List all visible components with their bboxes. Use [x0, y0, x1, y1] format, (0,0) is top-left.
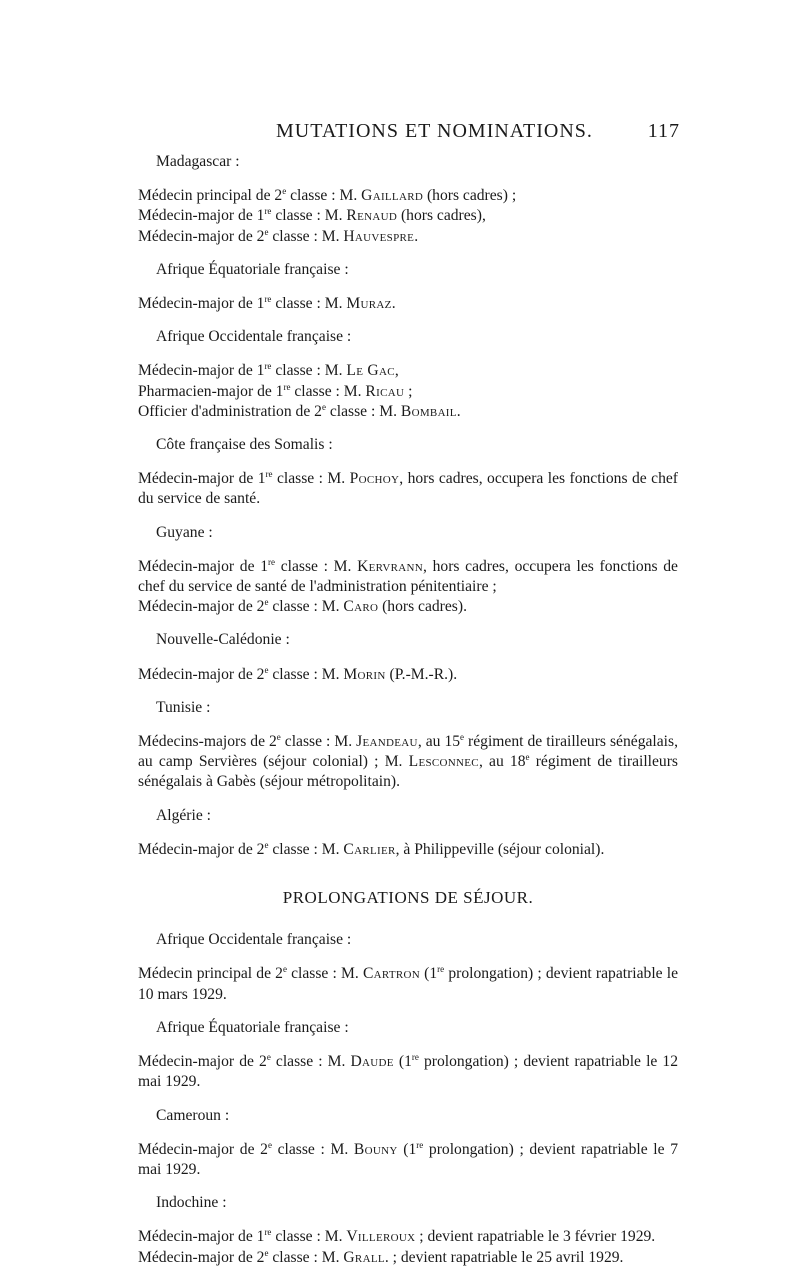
region-block: [138, 327, 678, 422]
entry-text: (1: [397, 1140, 417, 1158]
region-block: [138, 630, 678, 684]
appointment-entry: [138, 840, 678, 860]
ordinal-suffix: e: [460, 731, 465, 742]
entry-text: (hors cadres) ;: [423, 187, 517, 205]
prolongations-section: [138, 930, 678, 1267]
person-name: Carlier: [343, 840, 396, 858]
ordinal-suffix: re: [264, 361, 272, 372]
entry-text: classe : M.: [275, 557, 358, 575]
ordinal-suffix: re: [283, 381, 291, 392]
entry-text: classe : M.: [325, 402, 401, 420]
appointment-entry: [138, 1227, 678, 1247]
appointment-entry: [138, 382, 678, 402]
entry-text: classe : M.: [286, 187, 362, 205]
person-name: Cartron: [362, 965, 421, 983]
person-name: Pochoy: [349, 470, 400, 488]
appointment-entry: [138, 964, 678, 1004]
page-number: 117: [647, 120, 680, 142]
ordinal-suffix: e: [264, 597, 269, 608]
region-block: [138, 1018, 678, 1093]
entry-text: classe : M.: [268, 1248, 344, 1266]
entry-text: classe : M.: [286, 965, 363, 983]
entry-text: Médecin-major de 2: [138, 598, 265, 616]
entry-text: . ; devient rapatriable le 25 avril 1929.: [384, 1248, 624, 1266]
entry-text: Pharmacien-major de 1: [138, 382, 284, 400]
region-heading: Nouvelle-Calédonie :: [156, 631, 290, 649]
person-name: Caro: [343, 598, 379, 616]
entry-text: Médecin-major de 1: [138, 470, 266, 488]
person-name: Villeroux: [346, 1228, 416, 1246]
page-body: [138, 152, 678, 1281]
region-heading: Tunisie :: [156, 698, 211, 716]
ordinal-suffix: re: [411, 1051, 419, 1062]
region-heading: Indochine :: [156, 1194, 227, 1212]
entry-text: prolongation) ; devient rapatriable le 7 mai 1929.: [138, 1140, 679, 1178]
region-heading: Guyane :: [156, 523, 213, 541]
person-name: Ricau: [365, 382, 405, 400]
entry-text: régiment de tirailleurs sénégalais à Gabès (séjour métropolitain).: [138, 753, 678, 791]
appointment-entry: [138, 1140, 678, 1180]
ordinal-suffix: re: [264, 1227, 272, 1238]
appointment-entry: [138, 1052, 678, 1092]
entry-text: (1: [420, 965, 438, 983]
person-name: Le Gac: [346, 362, 395, 380]
region-heading: Afrique Équatoriale française :: [156, 260, 349, 278]
entry-text: classe : M.: [268, 227, 344, 245]
entry-text: , au 15: [417, 733, 461, 751]
entry-text: Médecin-major de 2: [138, 665, 265, 683]
entry-text: Médecin-major de 2: [138, 1140, 268, 1158]
entry-text: Médecin principal de 2: [138, 965, 283, 983]
entry-text: Médecin-major de 1: [138, 362, 265, 380]
appointment-entry: [138, 294, 678, 314]
region-heading: Madagascar :: [156, 153, 240, 170]
appointment-entry: [138, 402, 678, 422]
entry-text: Médecins-majors de 2: [138, 733, 277, 751]
region-heading: Afrique Occidentale française :: [156, 328, 352, 346]
ordinal-suffix: e: [282, 186, 287, 197]
region-block: [138, 523, 678, 618]
person-name: Jeandeau: [356, 733, 418, 751]
ordinal-suffix: e: [264, 664, 269, 675]
person-name: Daude: [350, 1053, 394, 1071]
entry-text: ;: [404, 382, 413, 400]
ordinal-suffix: e: [266, 1051, 271, 1062]
section-title: PROLONGATIONS DE SÉJOUR.: [282, 888, 534, 908]
entry-text: prolongation) ; devient rapatriable le 10 mars 1929.: [138, 965, 678, 1003]
entry-text: .: [391, 295, 396, 313]
running-title: MUTATIONS ET NOMINATIONS.: [276, 120, 593, 142]
region-block: [138, 930, 678, 1005]
appointment-entry: [138, 469, 678, 509]
region-block: [138, 806, 678, 860]
appointment-entry: [138, 186, 678, 206]
entry-text: , hors cadres, occupera les fonctions de chef du service de santé.: [138, 470, 678, 508]
appointment-entry: [138, 227, 678, 247]
entry-text: ; devient rapatriable le 3 février 1929.: [415, 1228, 656, 1246]
person-name: Gaillard: [361, 187, 424, 205]
region-heading: Algérie :: [156, 806, 211, 824]
ordinal-suffix: e: [321, 401, 326, 412]
region-block: [138, 435, 678, 510]
person-name: Hauvespre: [343, 227, 415, 245]
ordinal-suffix: re: [264, 206, 272, 217]
entry-text: , au 18: [478, 753, 526, 771]
entry-text: classe : M.: [280, 733, 357, 751]
entry-text: classe : M.: [271, 1140, 354, 1158]
entry-text: classe : M.: [271, 207, 347, 225]
appointment-entry: [138, 361, 678, 381]
entry-text: Médecin-major de 2: [138, 1053, 267, 1071]
entry-text: classe : M.: [271, 1228, 347, 1246]
entry-text: (hors cadres),: [397, 207, 486, 225]
entry-text: régiment de tirailleurs sénégalais, au camp Servières (séjour colonial) ; M.: [138, 733, 678, 771]
entry-text: Médecin-major de 1: [138, 207, 265, 225]
region-heading: Côte française des Somalis :: [156, 436, 333, 454]
entry-text: Officier d'administration de 2: [138, 402, 322, 420]
person-name: Grall: [343, 1248, 385, 1266]
entry-text: (1: [393, 1053, 412, 1071]
person-name: Morin: [343, 665, 386, 683]
entry-text: classe : M.: [268, 840, 344, 858]
entry-text: , à Philippeville (séjour colonial).: [395, 840, 605, 858]
running-header: [140, 120, 680, 146]
ordinal-suffix: e: [264, 839, 269, 850]
entry-text: classe : M.: [268, 598, 344, 616]
ordinal-suffix: re: [268, 556, 276, 567]
person-name: Bouny: [353, 1140, 398, 1158]
entry-text: classe : M.: [271, 295, 347, 313]
person-name: Muraz: [346, 295, 392, 313]
entry-text: classe : M.: [290, 382, 366, 400]
entry-text: Médecin principal de 2: [138, 187, 283, 205]
appointment-entry: [138, 665, 678, 685]
appointment-entry: [138, 597, 678, 617]
entry-text: (hors cadres).: [378, 598, 467, 616]
appointment-entry: [138, 206, 678, 226]
person-name: Renaud: [346, 207, 398, 225]
entry-text: classe : M.: [271, 362, 347, 380]
ordinal-suffix: e: [525, 752, 530, 763]
appointment-entry: [138, 1248, 678, 1268]
ordinal-suffix: e: [264, 226, 269, 237]
entry-text: prolongation) ; devient rapatriable le 12 mai 1929.: [138, 1053, 678, 1091]
entry-text: .: [414, 227, 419, 245]
entry-text: Médecin-major de 1: [138, 1228, 265, 1246]
appointment-entry: [138, 732, 678, 793]
entry-text: Médecin-major de 2: [138, 227, 265, 245]
region-heading: Afrique Occidentale française :: [156, 931, 352, 949]
person-name: Bombail: [400, 402, 457, 420]
entry-text: classe : M.: [268, 665, 344, 683]
region-block: [138, 260, 678, 314]
entry-text: Médecin-major de 2: [138, 840, 265, 858]
entry-text: ,: [394, 362, 399, 380]
ordinal-suffix: e: [264, 1247, 269, 1258]
ordinal-suffix: re: [264, 293, 272, 304]
entry-text: classe : M.: [272, 470, 350, 488]
ordinal-suffix: re: [265, 469, 273, 480]
entry-text: (P.-M.-R.).: [385, 665, 458, 683]
entry-text: Médecin-major de 1: [138, 295, 265, 313]
entry-text: classe : M.: [270, 1053, 351, 1071]
ordinal-suffix: e: [282, 964, 287, 975]
person-name: Lesconnec: [408, 753, 479, 771]
region-block: [138, 152, 678, 247]
ordinal-suffix: e: [276, 731, 281, 742]
ordinal-suffix: re: [416, 1139, 424, 1150]
region-block: [138, 1106, 678, 1181]
appointment-entry: [138, 557, 678, 597]
ordinal-suffix: re: [437, 964, 445, 975]
region-block: [138, 1193, 678, 1268]
region-block: [138, 698, 678, 793]
mutations-section: [138, 152, 678, 860]
region-heading: Afrique Équatoriale française :: [156, 1018, 349, 1036]
entry-text: .: [456, 402, 461, 420]
entry-text: Médecin-major de 1: [138, 557, 269, 575]
entry-text: , hors cadres, occupera les fonctions de chef du service de santé de l'administration pénitentiaire ;: [138, 557, 678, 596]
ordinal-suffix: e: [267, 1139, 272, 1150]
person-name: Kervrann: [357, 557, 424, 575]
entry-text: Médecin-major de 2: [138, 1248, 265, 1266]
region-heading: Cameroun :: [156, 1106, 230, 1124]
